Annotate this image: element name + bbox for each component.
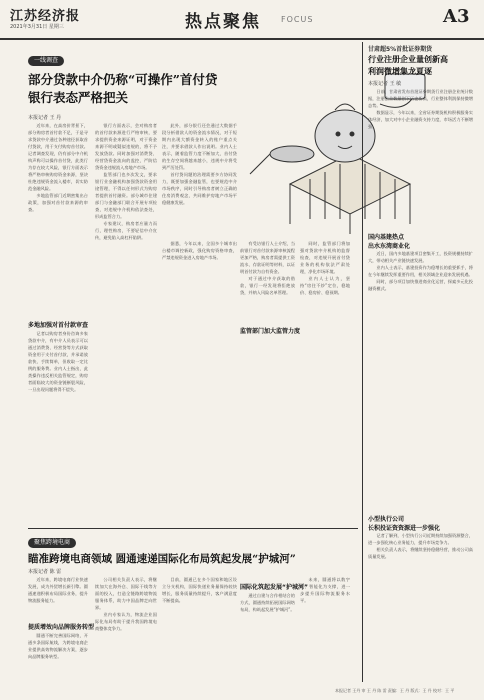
article-column: 目前，圆通已在多个国家和地区设立分支机构，国际快递业务量保持较快增长，服务质量持续提升，客户满意度不断提高。 (162, 577, 237, 603)
mid-subhead-1: 多地加强对首付款审查 (28, 322, 89, 329)
right-brief-2-title: 小型执行公司 (368, 516, 405, 523)
newspaper-logo: 江苏经济报 (10, 9, 81, 24)
article-column: 据悉，今年以来，全国多个城市出台楼市调控新政，强化购房资格审查，严禁违规资金进入房地产市场。 (162, 241, 237, 260)
article-column: 此外，部分银行还会通过大数据手段分析借款人的资金流水情况，对于短期内出现大额资金转入的账户重点关注，并要求借款人作出说明。业内人士表示，随着监管力度不断加大，首付贷的生存空间将越来越小，违规中介将受到严厉处罚。 首付贷问题的治理需要多方协同发力，既要加强金融监管，也要规范中介市场秩序，同时引导购房者树立正确的住房消费观念，共同维护房地产市场平稳健康发展。 (162, 123, 237, 205)
bottom-story-tag: 聚焦跨境电商 (28, 538, 76, 548)
page-number: A3 (443, 6, 470, 27)
top-story-tag: 一线调查 (28, 56, 64, 66)
right-brief-1-title: 国内基建热点 (368, 234, 405, 241)
bottom-story-byline: 本报记者 陈 雷 (28, 569, 62, 575)
right-byline: 本报记者 王 敏 (368, 81, 402, 87)
bottom-headline: 瞄准跨境电商领域 圆通速递国际化布局筑起发展“护城河” (28, 553, 296, 565)
bottom-subhead-1: 提质增效向品牌服务转型 (28, 624, 95, 631)
masthead (0, 0, 484, 40)
right-title-line1: 行业注册企业量创新高 (368, 54, 448, 64)
article-column: 圆通不断完善国际网络，开通多条国际航线，为跨境电商企业提供高效物流解决方案，逐步向品牌服务转型。 (28, 633, 88, 659)
top-headline-line1: 部分贷款中介仍称“可操作”首付贷 (28, 72, 218, 87)
article-column: 近年来，跨境电商行业快速发展，成为外贸增长新引擎。圆通速递积极布局国际业务，提升物流服务能力。 (28, 577, 88, 603)
article-column: 公司相关负责人表示，将继续加大在海外仓、国际干线等方面的投入，打造全链路跨境物流服务体系，助力中国品牌走向世界。 业内专家认为，物流企业国际化布局有助于提升我国跨境电商整体竞争力。 (95, 577, 157, 631)
column-divider (362, 42, 363, 682)
article-column: 同时，监管部门将加强对贷款中介机构的监督检查，对违规开展首付贷业务的机构依法严肃处理，净化市场环境。 业内人士认为，坚持“房住不炒”定位，稳地价、稳房价、稳预期。 (300, 241, 350, 295)
bottom-subhead-2: 国际化筑起发展“护城河” (240, 584, 308, 591)
right-title-line2: 利润微增集龙夏逐 (368, 66, 432, 76)
divider (28, 528, 358, 529)
right-brief-1-sub: 出水东湾商业化 (368, 243, 411, 250)
article-column: 近日，国内多地基建项目密集开工，投资规模持续扩大，带动相关产业链快速发展。 业内人士表示，基建投资作为稳增长的重要抓手，将在今年继续发挥重要作用，相关领域企业迎来发展机遇。 同时，部分项目加快推进商业化运营，探索多元化投融资模式。 (368, 251, 473, 291)
right-kicker: 甘肃超5%首批证券期货 (368, 46, 433, 53)
article-column: 日前，甘肃省发布首批证券期货行业注册企业统计数据，注册企业数量创下历史新高，行业整体利润保持微增态势。 数据显示，今年以来，全省证券期货机构积极服务实体经济，加大对中小企业融资支持力度，市场活力不断增强。 (368, 89, 473, 129)
article-column: 近年来，在高房价背景下，部分购房者首付款不足，于是寻求贷款中介通过各种途径获取首付贷款，用于支付购房首付款。记者调查发现，仍有部分中介机构声称可以操作首付贷，此类行为存在较大风险，银行方面表示将严格审核购房资金来源，坚决杜绝违规资金流入楼市，切实防范金融风险。 多地监管部门近期密集出台政策，加强对首付款来源的审查。 (28, 123, 88, 212)
article-column: 记者以购房者身份咨询多家贷款中介，有中介人员表示可以通过消费贷、经营贷等方式获取资金用于支付首付款，并承诺放款快、手续简单，但收取一定比例的服务费。业内人士指出，此类操作违反相关监管规定，购房者面临较大的资金链断裂风险，一旦出现问题将得不偿失。 (28, 331, 88, 392)
page-footer: 本报记者 王丹 审 王 丹 陈 雷 责编：王 丹 版式：王 丹 校对：王 平 (335, 688, 455, 693)
right-brief-2-sub: 长积投证资资源进一步强化 (368, 525, 441, 532)
mid-subhead-2: 监管部门加大监管力度 (240, 328, 301, 335)
top-headline-line2: 银行表态严格把关 (28, 90, 129, 105)
article-column: 未来，圆通将以数字化、智能化为支撑，进一步提升国际物流服务水平。 (300, 577, 350, 603)
article-column: 通过自建与合作相结合的方式，圆通持续拓展国际网络布局，构筑起发展“护城河”。 (240, 593, 295, 612)
top-story-byline: 本报记者 王 丹 (28, 115, 62, 121)
issue-date: 2021年3月31日 星期三 (10, 24, 64, 30)
article-column: 记者了解到，小型执行公司近期持续加强资源整合，进一步强化核心业务能力，提升市场竞争力。 相关负责人表示，将继续坚持稳健经营，推动公司高质量发展。 (368, 533, 473, 559)
section-title: 热点聚焦 (185, 12, 261, 32)
article-column: 银行方面表示，会对购房者的首付款来源进行严格审核，要求提供资金来源证明，对于资金来源不明或疑似违规的，将不予发放贷款。同时加强对消费贷、经营贷资金流向的监控，严防信贷资金违规流入房地产市场。 监管部门也多次发文，要求银行业金融机构加强贷款资金用途管理，不得以任何形式为购房者提供首付融资。部分城市住建部门与金融部门联合开展专项检查，对违规中介机构依法查处，形成监管合力。 专家建议，购房者应量力而行，理性购房，不要轻信中介宣传，避免陷入高杠杆陷阱。 (95, 123, 157, 240)
article-column: 有受访银行人士介绍，当前银行对首付款来源审核流程更加严格，购房者需提供工资流水、存款证明等材料，以证明首付款为自有资金。 对于通过中介获取的借款，银行一经发现将拒绝放贷，并纳入风险名单管理。 (240, 241, 295, 295)
section-subtitle: FOCUS (281, 15, 314, 24)
